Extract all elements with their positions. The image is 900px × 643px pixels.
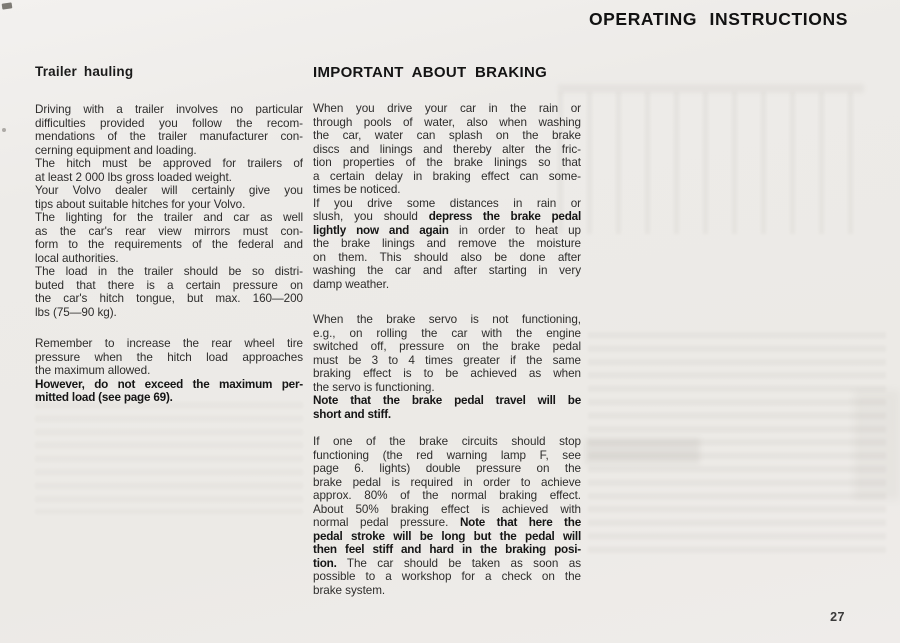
paragraph <box>35 378 303 405</box>
text-line: on them. This should also be done after <box>313 250 581 264</box>
text-line: local authorities. <box>35 251 119 265</box>
right-column-body <box>313 102 581 597</box>
paragraph <box>313 313 581 394</box>
bleed-through-artifact <box>558 84 864 93</box>
text-line: Driving with a trailer involves no particular <box>35 103 303 116</box>
paragraph <box>313 102 581 197</box>
text-line: If you drive some distances in rain or <box>313 196 581 210</box>
text-line: About 50% braking effect is achieved with <box>313 502 581 516</box>
text-line: The lighting for the trailer and car as well <box>35 211 303 224</box>
text-line: mitted load (see page 69). <box>35 391 173 404</box>
text-line: must be 3 to 4 times greater if the same <box>313 353 581 367</box>
text-line: The hitch must be approved for trailers of <box>35 157 303 170</box>
paragraph <box>35 184 303 211</box>
text-line: lightly now and again in order to heat up <box>313 223 581 237</box>
text-line: the car, water can splash on the brake <box>313 129 581 142</box>
text-line: possible to a workshop for a check on the <box>313 570 581 583</box>
text-line: brake pedal is required in order to achieve <box>313 475 581 489</box>
left-column-heading: Trailer hauling <box>35 64 134 79</box>
left-column-body <box>35 103 303 405</box>
text-line: discs and linings and thereby alter the fric- <box>313 142 581 156</box>
text-line: the maximum allowed. <box>35 364 151 377</box>
text-line: through pools of water, also when washing <box>313 115 581 129</box>
bleed-through-smudge <box>585 438 700 464</box>
text-line: pedal stroke will be long but the pedal will <box>313 529 581 543</box>
text-line: washing the car and after starting in very <box>313 264 581 277</box>
text-line: e.g., on rolling the car with the engine <box>313 326 581 340</box>
text-line: at least 2 000 lbs gross loaded weight. <box>35 170 232 184</box>
text-line: a certain delay in braking effect can some- <box>313 169 581 183</box>
text-line: tion properties of the brake linings so that <box>313 156 581 169</box>
text-line: then feel stiff and hard in the braking posi- <box>313 543 581 556</box>
text-line: braking effect is to be achieved as when <box>313 367 581 380</box>
text-line: Note that the brake pedal travel will be <box>313 394 581 407</box>
bleed-through-text-left <box>35 402 303 514</box>
text-line: Remember to increase the rear wheel tire <box>35 337 303 350</box>
text-line: the servo is functioning. <box>313 380 435 394</box>
text-line: If one of the brake circuits should stop <box>313 435 581 448</box>
text-line: form to the requirements of the federal and <box>35 238 303 251</box>
text-line: pressure when the hitch load approaches <box>35 350 303 364</box>
text-line: short and stiff. <box>313 407 391 421</box>
text-line: slush, you should depress the brake pedal <box>313 210 581 223</box>
right-column-heading: IMPORTANT ABOUT BRAKING <box>313 64 548 81</box>
text-line: as the car's rear view mirrors must con- <box>35 224 303 238</box>
text-line: page 6. lights) double pressure on the <box>313 462 581 475</box>
bleed-through-text-right <box>588 332 886 558</box>
bleed-through-smudge <box>854 390 900 500</box>
text-line: Your Volvo dealer will certainly give you <box>35 184 303 197</box>
paragraph <box>313 394 581 421</box>
text-line: The load in the trailer should be so distri- <box>35 265 303 278</box>
text-line: When you drive your car in the rain or <box>313 102 581 115</box>
paragraph <box>35 157 303 184</box>
text-line: cerning equipment and loading. <box>35 143 197 157</box>
paragraph <box>35 337 303 378</box>
text-line: tips about suitable hitches for your Volvo. <box>35 197 246 211</box>
text-line: functioning (the red warning lamp F, see <box>313 448 581 462</box>
paragraph <box>313 435 581 597</box>
paragraph <box>35 265 303 319</box>
text-line: buted that there is a certain pressure on <box>35 278 303 292</box>
page-number: 27 <box>830 610 845 624</box>
text-line: the brake linings and remove the moisture <box>313 237 581 250</box>
page-header-title: OPERATING INSTRUCTIONS <box>588 9 848 29</box>
bleed-through-grille-bars <box>558 92 864 234</box>
text-line: tion. The car should be taken as soon as <box>313 556 581 570</box>
text-line: lbs (75—90 kg). <box>35 305 117 319</box>
text-line: brake system. <box>313 583 386 597</box>
left-column <box>35 64 303 405</box>
text-line: damp weather. <box>313 277 390 291</box>
text-line: normal pedal pressure. Note that here the <box>313 516 581 529</box>
text-line: the car's hitch tongue, but max. 160—200 <box>35 292 303 305</box>
scan-speck <box>2 128 6 132</box>
right-column <box>313 64 581 597</box>
paragraph <box>35 211 303 265</box>
scan-speck <box>2 2 13 9</box>
text-line: times be noticed. <box>313 183 401 196</box>
paragraph <box>313 197 581 292</box>
text-line: approx. 80% of the normal braking effect. <box>313 489 581 502</box>
text-line: mendations of the trailer manufacturer con- <box>35 130 303 143</box>
text-line: switched off, pressure on the brake pedal <box>313 340 581 353</box>
text-line: When the brake servo is not functioning, <box>313 313 581 326</box>
text-line: However, do not exceed the maximum per- <box>35 377 303 391</box>
text-line: difficulties provided you follow the recom- <box>35 116 303 130</box>
paragraph <box>35 103 303 157</box>
